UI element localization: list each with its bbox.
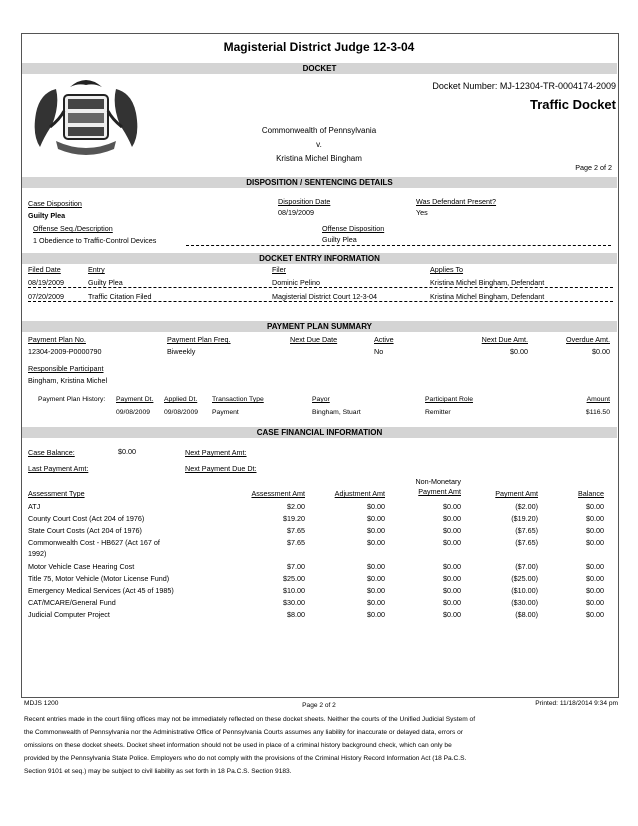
case-disposition-value: Guilty Plea bbox=[28, 211, 66, 220]
history-amount: $116.50 bbox=[585, 409, 610, 416]
caption-versus: v. bbox=[316, 140, 322, 149]
assessment-bal: $0.00 bbox=[586, 574, 604, 583]
assessment-pay: ($2.00) bbox=[515, 502, 538, 511]
printed-date: Printed: 11/18/2014 9:34 pm bbox=[535, 700, 618, 707]
assessment-bal: $0.00 bbox=[586, 526, 604, 535]
assessment-bal: $0.00 bbox=[586, 598, 604, 607]
col-non-monetary-payment: Payment Amt bbox=[418, 487, 461, 496]
defendant-present: Yes bbox=[416, 208, 428, 217]
col-balance: Balance bbox=[578, 489, 604, 498]
history-transaction-type: Payment bbox=[212, 409, 239, 416]
assessment-assess: $19.20 bbox=[283, 514, 305, 523]
history-payor: Bingham, Stuart bbox=[312, 409, 361, 416]
col-filer: Filer bbox=[272, 265, 286, 274]
assessment-adjust: $0.00 bbox=[367, 514, 385, 523]
assessment-pay: ($19.20) bbox=[511, 514, 538, 523]
assessment-assess: $7.65 bbox=[287, 538, 305, 547]
table-row: Kristina Michel Bingham, Defendant bbox=[430, 278, 545, 287]
disclaimer-line: Recent entries made in the court filing offices may not be immediately reflected on these docket sheets. Neither the courts of the Unified Judicial System of bbox=[24, 716, 476, 723]
offense-seq-label: Offense Seq./Description bbox=[33, 224, 113, 233]
assessment-bal: $0.00 bbox=[586, 502, 604, 511]
assessment-bal: $0.00 bbox=[586, 514, 604, 523]
court-title: Magisterial District Judge 12-3-04 bbox=[223, 40, 415, 54]
plan-overdue-amt: $0.00 bbox=[592, 347, 610, 356]
assessment-type: Emergency Medical Services (Act 45 of 1985) bbox=[28, 586, 174, 595]
assessment-adjust: $0.00 bbox=[367, 562, 385, 571]
case-financial-bar: CASE FINANCIAL INFORMATION bbox=[22, 427, 617, 438]
next-payment-amt-label: Next Payment Amt: bbox=[185, 448, 247, 457]
assessment-type: County Court Cost (Act 204 of 1976) bbox=[28, 514, 145, 523]
assessment-bal: $0.00 bbox=[586, 586, 604, 595]
assessment-adjust: $0.00 bbox=[367, 574, 385, 583]
assessment-type: Motor Vehicle Case Hearing Cost bbox=[28, 562, 135, 571]
form-id: MDJS 1200 bbox=[24, 700, 59, 707]
col-overdue-amt: Overdue Amt. bbox=[566, 335, 610, 344]
col-next-due-amt: Next Due Amt. bbox=[481, 335, 528, 344]
assessment-assess: $2.00 bbox=[287, 502, 305, 511]
responsible-participant-label: Responsible Participant bbox=[28, 364, 104, 373]
col-filed-date: Filed Date bbox=[28, 265, 61, 274]
assessment-assess: $7.00 bbox=[287, 562, 305, 571]
table-row: 07/20/2009 bbox=[28, 292, 64, 301]
assessment-adjust: $0.00 bbox=[367, 538, 385, 547]
table-row: 08/19/2009 bbox=[28, 278, 64, 287]
disclaimer-line: provided by the Pennsylvania State Police. Employers who do not comply with the provisions of the Criminal History Record Information Act (18 Pa.C.S. bbox=[24, 755, 467, 762]
assessment-bal: $0.00 bbox=[586, 610, 604, 619]
col-payment-amt: Payment Amt bbox=[495, 489, 538, 498]
plan-frequency: Biweekly bbox=[167, 347, 196, 356]
history-payment-dt: 09/08/2009 bbox=[116, 409, 151, 416]
assessment-nonmon: $0.00 bbox=[443, 598, 461, 607]
assessment-assess: $30.00 bbox=[283, 598, 305, 607]
assessment-nonmon: $0.00 bbox=[443, 538, 461, 547]
assessment-pay: ($7.00) bbox=[515, 562, 538, 571]
assessment-pay: ($10.00) bbox=[511, 586, 538, 595]
plan-number: 12304-2009-P0000790 bbox=[28, 347, 102, 356]
docket-number: Docket Number: MJ-12304-TR-0004174-2009 bbox=[432, 81, 616, 91]
plan-next-due-amt: $0.00 bbox=[510, 347, 528, 356]
col-adjustment-amt: Adjustment Amt bbox=[334, 489, 385, 498]
col-non-monetary: Non-Monetary bbox=[415, 477, 461, 486]
table-row: Magisterial District Court 12-3-04 bbox=[272, 292, 378, 301]
assessment-assess: $8.00 bbox=[287, 610, 305, 619]
assessment-pay: ($25.00) bbox=[511, 574, 538, 583]
col-applies-to: Applies To bbox=[430, 265, 464, 274]
table-row: Kristina Michel Bingham, Defendant bbox=[430, 292, 545, 301]
responsible-participant: Bingham, Kristina Michel bbox=[28, 376, 108, 385]
col-participant-role: Participant Role bbox=[425, 396, 473, 403]
assessment-bal: $0.00 bbox=[586, 562, 604, 571]
plan-active: No bbox=[374, 347, 384, 356]
disposition-bar: DISPOSITION / SENTENCING DETAILS bbox=[22, 177, 617, 188]
assessment-nonmon: $0.00 bbox=[443, 610, 461, 619]
assessment-type: Title 75, Motor Vehicle (Motor License Fund) bbox=[28, 574, 170, 583]
col-amount: Amount bbox=[586, 396, 610, 403]
assessment-type: Judicial Computer Project bbox=[28, 610, 110, 619]
assessment-pay: ($7.65) bbox=[515, 526, 538, 535]
disclaimer-line: omissions on these docket sheets. Docket sheet information should not be used in place of a criminal history background check, which can only be bbox=[24, 742, 452, 749]
assessment-pay: ($7.65) bbox=[515, 538, 538, 547]
table-row: Traffic Citation Filed bbox=[88, 292, 152, 301]
divider bbox=[28, 301, 613, 302]
col-plan-freq: Payment Plan Freq. bbox=[167, 335, 231, 344]
assessment-type: State Court Costs (Act 204 of 1976) bbox=[28, 526, 142, 535]
assessment-nonmon: $0.00 bbox=[443, 514, 461, 523]
assessment-bal: $0.00 bbox=[586, 538, 604, 547]
assessment-assess: $7.65 bbox=[287, 526, 305, 535]
col-applied-dt: Applied Dt. bbox=[164, 396, 198, 403]
assessment-nonmon: $0.00 bbox=[443, 574, 461, 583]
col-plan-no: Payment Plan No. bbox=[28, 335, 86, 344]
assessment-nonmon: $0.00 bbox=[443, 502, 461, 511]
docket-bar: DOCKET bbox=[22, 63, 617, 74]
page-number: Page 2 of 2 bbox=[575, 163, 612, 172]
divider bbox=[28, 287, 613, 288]
case-balance: $0.00 bbox=[118, 447, 136, 456]
case-balance-label: Case Balance: bbox=[28, 448, 75, 457]
assessment-adjust: $0.00 bbox=[367, 502, 385, 511]
assessment-nonmon: $0.00 bbox=[443, 586, 461, 595]
assessment-type-cont: 1992) bbox=[28, 549, 47, 558]
payment-plan-bar: PAYMENT PLAN SUMMARY bbox=[22, 321, 617, 332]
disposition-date: 08/19/2009 bbox=[278, 208, 314, 217]
disclaimer-line: Section 9101 et seq.) may be subject to civil liability as set forth in 18 Pa.C.S. Section 9183. bbox=[24, 768, 292, 775]
col-active: Active bbox=[374, 335, 394, 344]
assessment-assess: $25.00 bbox=[283, 574, 305, 583]
col-next-due-date: Next Due Date bbox=[290, 335, 338, 344]
assessment-pay: ($8.00) bbox=[515, 610, 538, 619]
assessment-adjust: $0.00 bbox=[367, 526, 385, 535]
assessment-type: CAT/MCARE/General Fund bbox=[28, 598, 116, 607]
caption-plaintiff: Commonwealth of Pennsylvania bbox=[261, 126, 377, 135]
col-payor: Payor bbox=[312, 396, 330, 403]
offense-seq-value: 1 Obedience to Traffic-Control Devices bbox=[33, 236, 157, 245]
table-row: Dominic Pelino bbox=[272, 278, 320, 287]
history-label: Payment Plan History: bbox=[38, 396, 106, 403]
offense-disposition-value: Guilty Plea bbox=[322, 235, 357, 244]
assessment-assess: $10.00 bbox=[283, 586, 305, 595]
footer-page: Page 2 of 2 bbox=[302, 702, 336, 709]
assessment-type: ATJ bbox=[28, 502, 41, 511]
col-entry: Entry bbox=[88, 265, 105, 274]
assessment-nonmon: $0.00 bbox=[443, 526, 461, 535]
table-row: Guilty Plea bbox=[88, 278, 123, 287]
disclaimer-line: the Commonwealth of Pennsylvania nor the Administrative Office of Pennsylvania Courts assumes any liability for inaccurate or delayed data, errors or bbox=[24, 729, 463, 736]
assessment-adjust: $0.00 bbox=[367, 598, 385, 607]
case-disposition-label: Case Disposition bbox=[28, 199, 82, 208]
docket-type: Traffic Docket bbox=[530, 97, 616, 112]
assessment-adjust: $0.00 bbox=[367, 586, 385, 595]
last-payment-amt-label: Last Payment Amt: bbox=[28, 464, 89, 473]
history-applied-dt: 09/08/2009 bbox=[164, 409, 199, 416]
offense-disposition-label: Offense Disposition bbox=[322, 224, 385, 233]
disposition-date-label: Disposition Date bbox=[278, 197, 331, 206]
divider bbox=[186, 245, 611, 246]
defendant-present-label: Was Defendant Present? bbox=[416, 197, 497, 206]
history-participant-role: Remitter bbox=[425, 409, 451, 416]
next-payment-due-label: Next Payment Due Dt: bbox=[185, 464, 257, 473]
col-payment-dt: Payment Dt. bbox=[116, 396, 154, 403]
assessment-nonmon: $0.00 bbox=[443, 562, 461, 571]
docket-entry-bar: DOCKET ENTRY INFORMATION bbox=[22, 253, 617, 264]
assessment-pay: ($30.00) bbox=[511, 598, 538, 607]
assessment-adjust: $0.00 bbox=[367, 610, 385, 619]
assessment-type: Commonwealth Cost - HB627 (Act 167 of bbox=[28, 538, 160, 547]
col-assessment-type: Assessment Type bbox=[28, 489, 85, 498]
caption-defendant: Kristina Michel Bingham bbox=[276, 154, 362, 163]
col-assessment-amt: Assessment Amt bbox=[251, 489, 305, 498]
col-transaction-type: Transaction Type bbox=[212, 396, 264, 403]
